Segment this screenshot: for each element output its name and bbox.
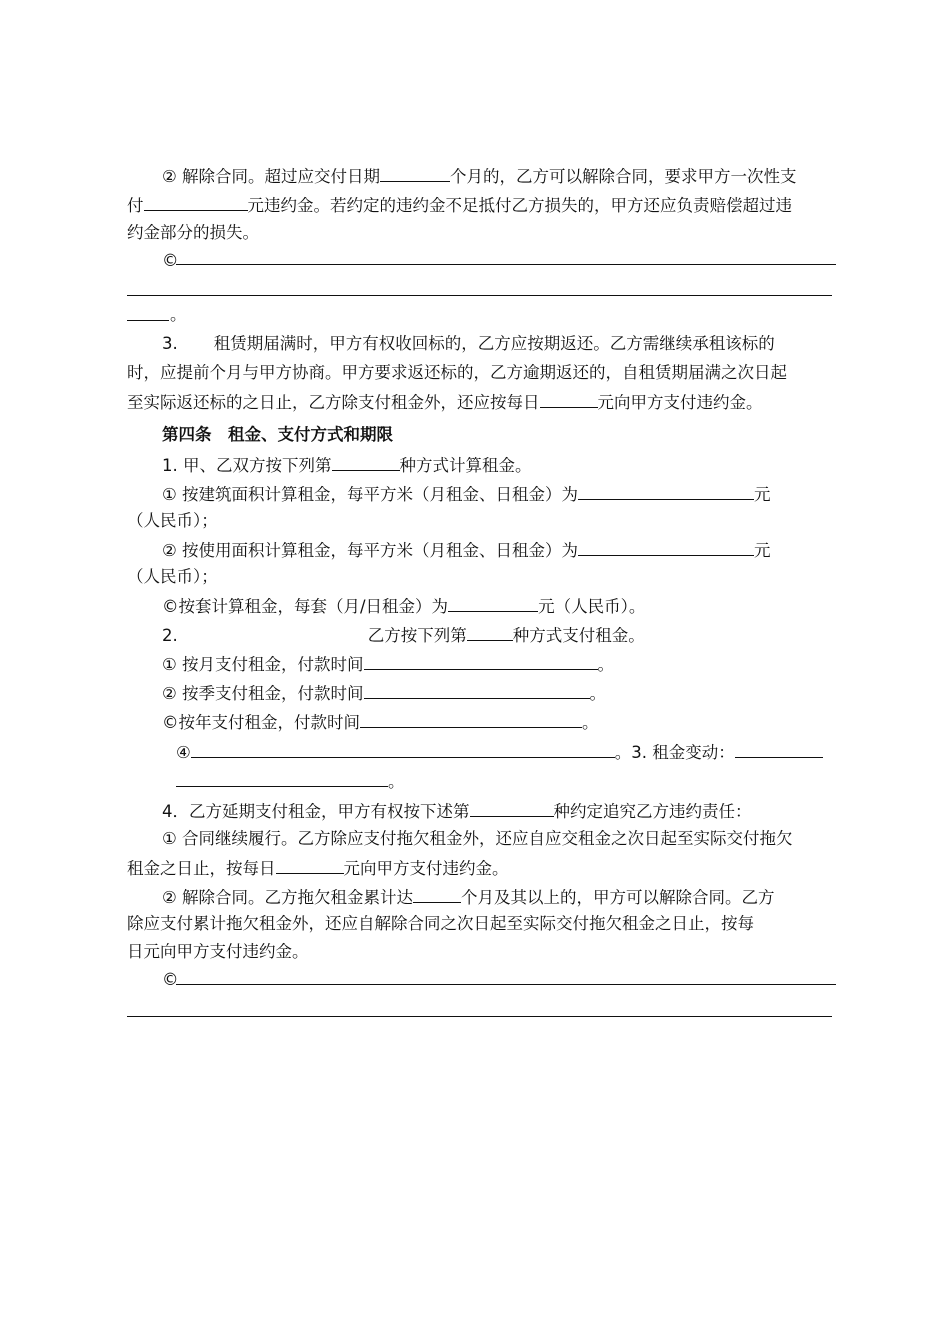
calc-option-2-currency: （人民币）； xyxy=(127,567,218,586)
payment-yearly: ©按年支付租金，付款时间 。 xyxy=(162,710,599,734)
method-blank xyxy=(467,623,513,641)
payment-time-blank xyxy=(364,681,590,699)
blank-line xyxy=(127,295,832,296)
rate-blank xyxy=(578,482,754,500)
payment-method: 2. 乙方按下列第 种方式支付租金。 xyxy=(162,623,645,647)
rent-calc-method: 1. 甲、乙双方按下列第 种方式计算租金。 xyxy=(162,453,532,477)
para-other-marker: © xyxy=(162,251,179,270)
clause3-line3: 至实际返还标的之日止，乙方除支付租金外，还应按每日 元向甲方支付违约金。 xyxy=(127,390,763,414)
payment-monthly: ① 按月支付租金，付款时间 。 xyxy=(162,652,614,676)
calc-option-1-currency: （人民币）； xyxy=(127,511,218,530)
late-payment-clause: 4．乙方延期支付租金，甲方有权按下述第 种约定追究乙方违约责任： xyxy=(162,799,752,823)
payment-time-blank xyxy=(360,710,582,728)
penalty-other-marker: © xyxy=(162,970,179,989)
blank-line xyxy=(127,320,169,321)
months-blank xyxy=(380,164,450,182)
clause3-line1: 3. 租赁期届满时，甲方有权收回标的，乙方应按期返还。乙方需继续承租该标的 xyxy=(162,334,775,353)
payment-time-blank xyxy=(364,652,598,670)
penalty-terminate-line2: 除应支付累计拖欠租金外，还应自解除合同之次日起至实际交付拖欠租金之日止，按每 xyxy=(127,914,754,933)
daily-penalty-blank xyxy=(540,390,598,408)
clause3-line2: 时，应提前个月与甲方协商。甲方要求返还标的，乙方逾期返还的，自租赁期届满之次日起 xyxy=(127,363,787,382)
payment-other-and-rent-change: ④ 。3. 租金变动： xyxy=(176,740,823,764)
para-terminate-line3: 约金部分的损失。 xyxy=(127,223,259,242)
calc-option-3: ©按套计算租金，每套（月/日租金）为 元（人民币）。 xyxy=(162,594,645,618)
rent-change-line2: 。 xyxy=(176,769,405,793)
penalty-terminate-line1: ② 解除合同。乙方拖欠租金累计达 个月及其以上的，甲方可以解除合同。乙方 xyxy=(162,885,775,909)
rate-blank xyxy=(448,594,538,612)
penalty-continue-line2: 租金之日止，按每日 元向甲方支付违约金。 xyxy=(127,856,509,880)
payment-other-blank xyxy=(191,740,615,758)
para-terminate-line2: 付 元违约金。若约定的违约金不足抵付乙方损失的，甲方还应负责赔偿超过违 xyxy=(127,193,792,217)
rent-change-blank xyxy=(176,769,388,787)
blank-line xyxy=(176,264,836,265)
calc-option-1: ① 按建筑面积计算租金，每平方米（月租金、日租金）为 元 xyxy=(162,482,771,506)
months-blank xyxy=(413,885,461,903)
payment-quarterly: ② 按季支付租金，付款时间 。 xyxy=(162,681,606,705)
option-blank xyxy=(470,799,554,817)
rate-blank xyxy=(578,538,754,556)
penalty-continue-line1: ① 合同继续履行。乙方除应支付拖欠租金外，还应自应交租金之次日起至实际交付拖欠 xyxy=(162,829,793,848)
penalty-amount-blank xyxy=(144,193,248,211)
article-4-heading: 第四条 租金、支付方式和期限 xyxy=(162,425,393,444)
para-terminate-line1: ② 解除合同。超过应交付日期 个月的，乙方可以解除合同，要求甲方一次性支 xyxy=(162,164,797,188)
para-other-end: 。 xyxy=(170,305,187,324)
calc-option-2: ② 按使用面积计算租金，每平方米（月租金、日租金）为 元 xyxy=(162,538,771,562)
blank-line xyxy=(176,984,836,985)
blank-line xyxy=(127,1016,832,1017)
rent-change-blank xyxy=(735,740,823,758)
penalty-terminate-line3: 日元向甲方支付违约金。 xyxy=(127,942,309,961)
daily-penalty-blank xyxy=(276,856,344,874)
method-blank xyxy=(332,453,400,471)
